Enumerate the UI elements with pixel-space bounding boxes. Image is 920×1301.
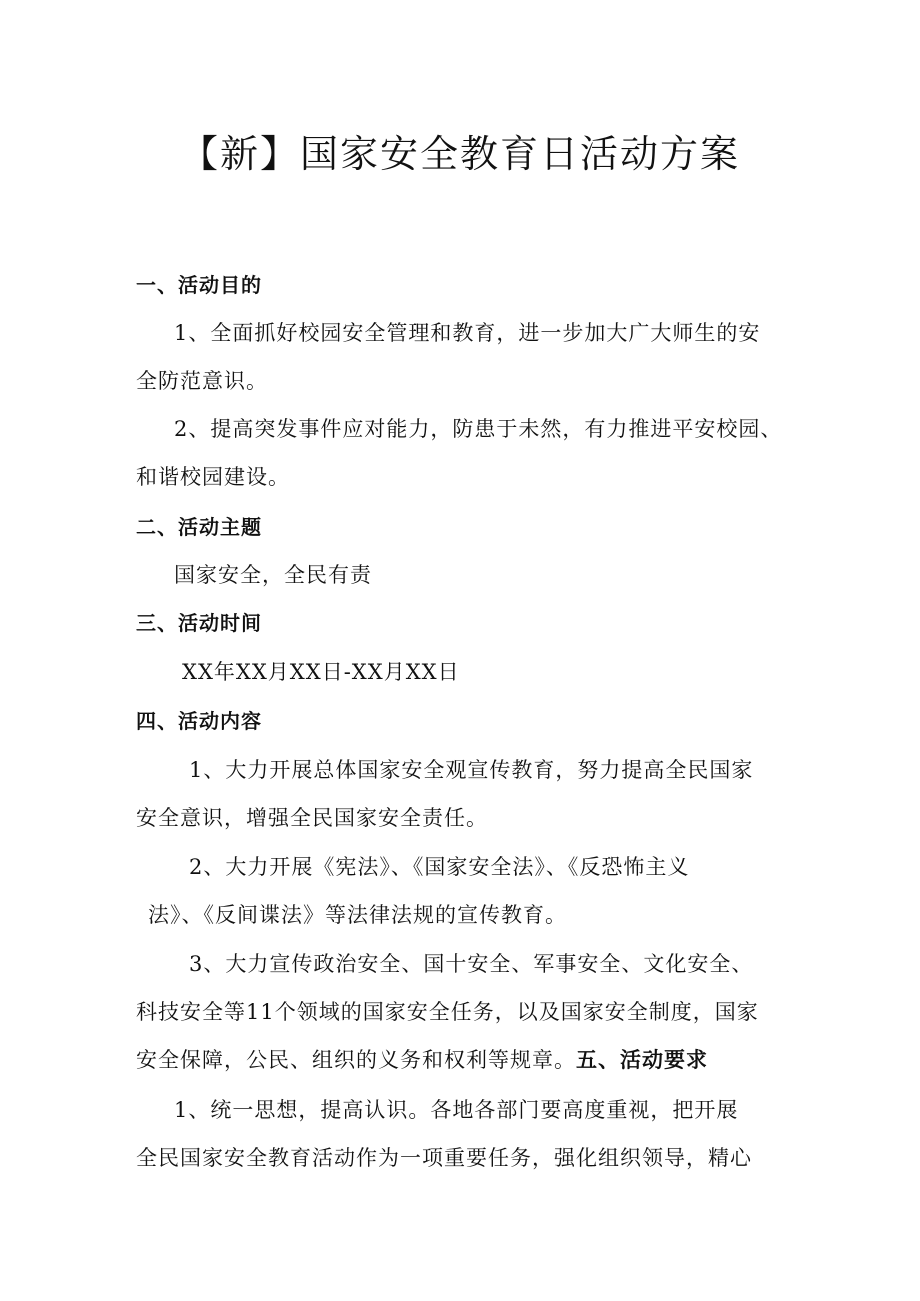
- section-5-heading: 五、活动要求: [576, 1048, 708, 1072]
- section-1-paragraph-1-line-2: 全防范意识。: [136, 369, 268, 393]
- section-4-heading: 四、活动内容: [136, 709, 262, 733]
- section-4-paragraph-2-line-2: 法》、《反间谍法》等法律法规的宣传教育。: [148, 903, 567, 927]
- section-2-paragraph-1: 国家安全，全民有责: [174, 563, 372, 587]
- document-title: 【新】国家安全教育日活动方案: [179, 132, 740, 176]
- section-1-paragraph-2-line-1: 2、提高突发事件应对能力，防患于未然，有力推进平安校园、: [174, 417, 783, 441]
- section-1-paragraph-2-line-2: 和谐校园建设。: [136, 465, 290, 489]
- section-4-paragraph-1-line-2: 安全意识，增强全民国家安全责任。: [136, 806, 488, 830]
- section-1-heading: 一、活动目的: [136, 273, 262, 297]
- section-5-paragraph-1-line-1: 1、统一思想，提高认识。各地各部门要高度重视，把开展: [174, 1098, 739, 1122]
- section-4-paragraph-2-line-1: 2、大力开展《宪法》、《国家安全法》、《反恐怖主义: [189, 855, 690, 879]
- section-4-paragraph-3-line-2: 科技安全等11个领域的国家安全任务，以及国家安全制度，国家: [136, 1000, 759, 1024]
- section-5-paragraph-1-line-2: 全民国家安全教育活动作为一项重要任务，强化组织领导，精心: [136, 1146, 752, 1170]
- section-3-heading: 三、活动时间: [136, 611, 262, 635]
- section-4-paragraph-1-line-1: 1、大力开展总体国家安全观宣传教育，努力提高全民国家: [189, 758, 754, 782]
- section-2-heading: 二、活动主题: [136, 515, 262, 539]
- section-4-paragraph-3-line-3-container: [136, 1045, 708, 1075]
- section-4-paragraph-3-line-3: 安全保障，公民、组织的义务和权利等规章。: [136, 1048, 576, 1072]
- section-4-paragraph-3-line-1: 3、大力宣传政治安全、国十安全、军事安全、文化安全、: [189, 952, 754, 976]
- section-1-paragraph-1-line-1: 1、全面抓好校园安全管理和教育，进一步加大广大师生的安: [174, 321, 761, 345]
- section-3-paragraph-1: XX年XX月XX日-XX月XX日: [182, 660, 460, 684]
